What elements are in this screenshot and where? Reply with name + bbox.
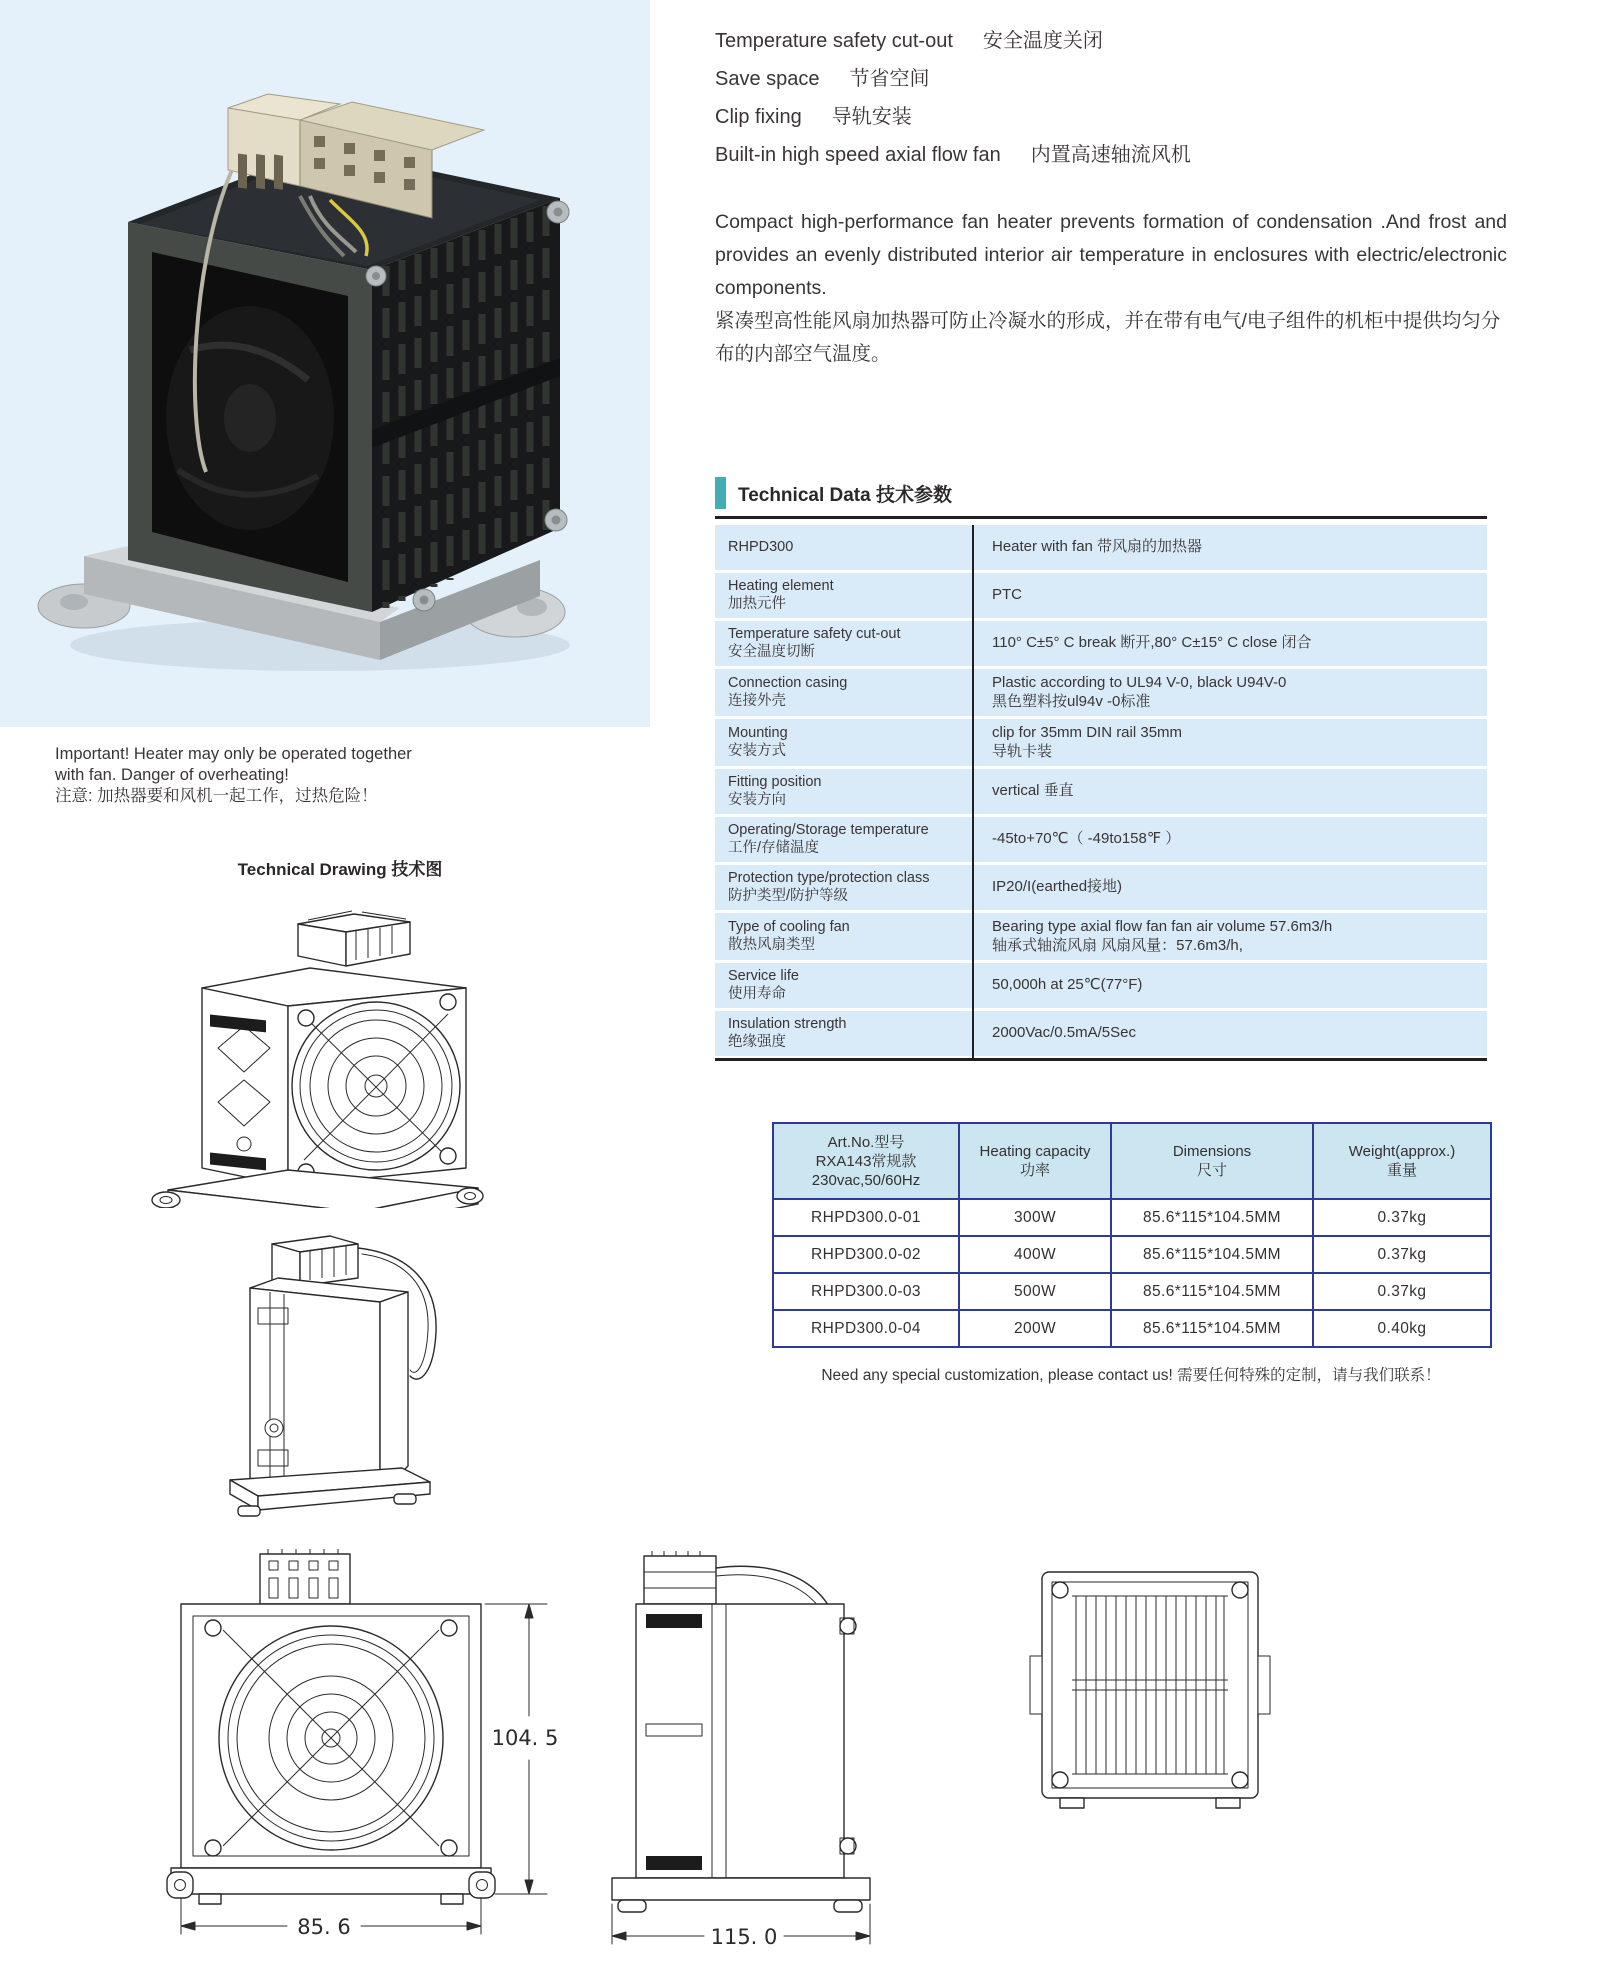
order-table-row: RHPD300.0-01 300W 85.6*115*104.5MM 0.37kg: [773, 1199, 1491, 1236]
order-table-header-row: [773, 1123, 1491, 1199]
accent-bar: [715, 477, 726, 509]
overheating-warning: Important! Heater may only be operated together with fan. Danger of overheating! 注意: 加热器要和风机一起工作，过热危险！: [55, 745, 412, 805]
dimension-height-label: 104. 5: [491, 1726, 559, 1750]
description-english: Compact high-performance fan heater prevents formation of condensation .And frost and provides an evenly distributed interior air temperature in enclosures with electric/electronic components.: [715, 211, 1507, 299]
order-table: [772, 1122, 1492, 1348]
table-row: Heating element 加热元件 PTC: [715, 573, 1487, 618]
product-photo-panel: [0, 0, 650, 727]
customization-note: Need any special customization, please contact us! 需要任何特殊的定制，请与我们联系！: [821, 1367, 1441, 1384]
table-row: Connection casing 连接外壳 Plastic according to UL94 V-0, black U94V-0 黑色塑料按ul94v -0标准: [715, 669, 1487, 716]
technical-data-header: [715, 477, 1487, 519]
column-header-weight: Weight(approx.) 重量: [1313, 1123, 1491, 1199]
column-header-artno: Art.No.型号 RXA143常规款 230vac,50/60Hz: [773, 1123, 959, 1199]
table-row: Operating/Storage temperature 工作/存储温度 -45to+70℃（ -49to158℉ ）: [715, 817, 1487, 862]
technical-data-title: Technical Data 技术参数: [738, 484, 952, 506]
table-row: Temperature safety cut-out 安全温度切断 110° C±5° C break 断开,80° C±15° C close 闭合: [715, 621, 1487, 666]
table-row: Insulation strength 绝缘强度 2000Vac/0.5mA/5Sec: [715, 1011, 1487, 1056]
product-photo-render: [0, 0, 650, 727]
feature-item: Clip fixing 导轨安装: [715, 106, 912, 128]
description-chinese: 紧凑型高性能风扇加热器可防止冷凝水的形成，并在带有电气/电子组件的机柜中提供均匀分布的内部空气温度。: [715, 310, 1501, 365]
dimension-width-label: 85. 6: [297, 1915, 351, 1939]
technical-drawing-iso-front: [148, 890, 484, 1213]
feature-item: Built-in high speed axial flow fan 内置高速轴流风机: [715, 144, 1191, 166]
product-description: [715, 206, 1507, 371]
table-row: Mounting 安装方式 clip for 35mm DIN rail 35mm 导轨卡装: [715, 719, 1487, 766]
order-table-section: [772, 1122, 1490, 1385]
technical-drawing-ortho-rear: [1028, 1560, 1273, 1823]
technical-data-section: [715, 477, 1487, 1061]
order-table-row: RHPD300.0-02 400W 85.6*115*104.5MM 0.37kg: [773, 1236, 1491, 1273]
table-row: Service life 使用寿命 50,000h at 25℃(77°F): [715, 963, 1487, 1008]
product-fan: [152, 252, 348, 582]
table-row: Type of cooling fan 散热风扇类型 Bearing type axial flow fan fan air volume 57.6m3/h 轴承式轴流风扇 风扇风量：57.6m3/h,: [715, 913, 1487, 960]
order-table-row: RHPD300.0-04 200W 85.6*115*104.5MM 0.40kg: [773, 1310, 1491, 1347]
feature-list: [715, 22, 1505, 174]
feature-item: Save space 节省空间: [715, 68, 930, 90]
technical-drawing-iso-rear: [212, 1222, 462, 1525]
table-row: Protection type/protection class 防护类型/防护等级 IP20/I(earthed接地): [715, 865, 1487, 910]
column-header-dimensions: Dimensions 尺寸: [1111, 1123, 1313, 1199]
column-header-heating-capacity: Heating capacity 功率: [959, 1123, 1111, 1199]
order-table-row: RHPD300.0-03 500W 85.6*115*104.5MM 0.37kg: [773, 1273, 1491, 1310]
technical-drawing-ortho-side: [600, 1548, 890, 1967]
table-row: RHPD300 Heater with fan 带风扇的加热器: [715, 525, 1487, 570]
dimension-depth-label: 115. 0: [710, 1925, 778, 1949]
feature-item: Temperature safety cut-out 安全温度关闭: [715, 30, 1103, 52]
technical-drawing-label: Technical Drawing 技术图: [237, 860, 443, 879]
table-row: Fitting position 安装方向 vertical 垂直: [715, 769, 1487, 814]
technical-drawing-ortho-front: [165, 1548, 565, 1967]
technical-data-table: [715, 525, 1487, 1061]
